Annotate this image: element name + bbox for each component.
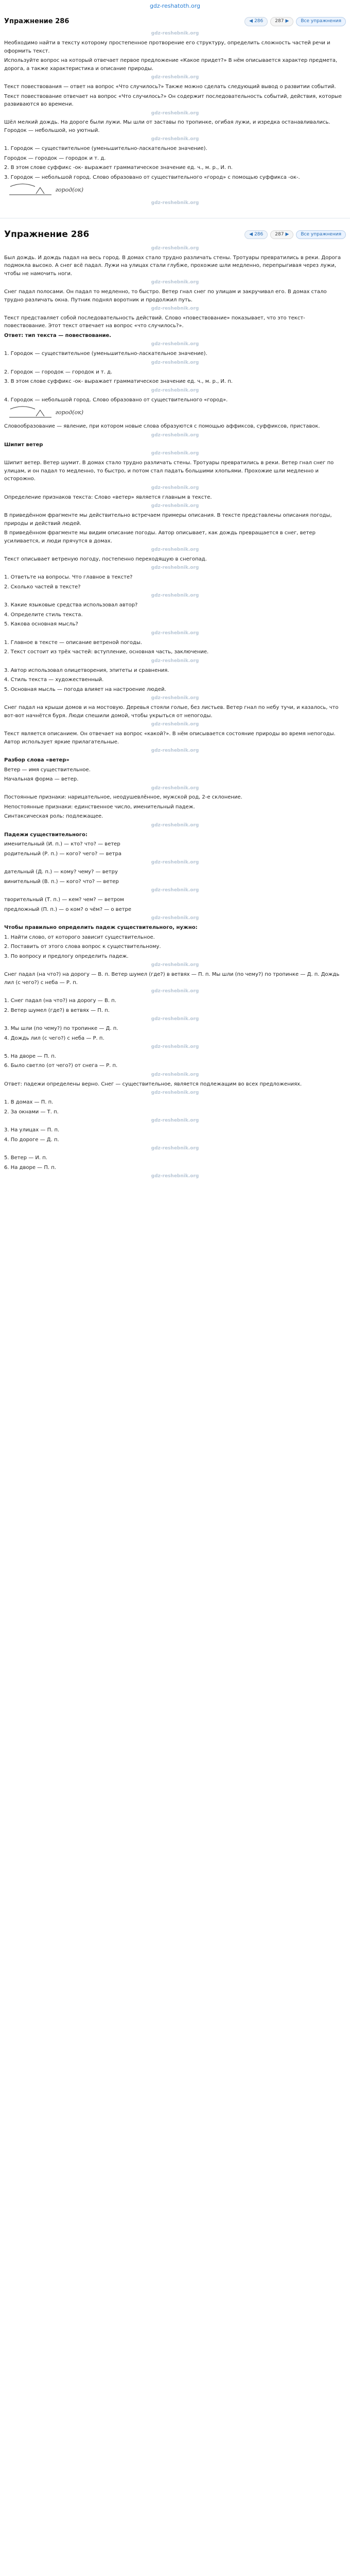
list-item: Городок — городок — городок и т. д. (4, 155, 106, 161)
watermark: gdz-reshebnik.org (151, 785, 199, 791)
watermark: gdz-reshebnik.org (151, 1090, 199, 1096)
parse-title: Разбор слова «ветер» (4, 757, 69, 764)
answer-line: 4. Стиль текста — художественный. (4, 677, 104, 683)
tail-item: 4. По дороге — Д. п. (4, 1137, 59, 1143)
watermark: gdz-reshebnik.org (151, 658, 199, 664)
morpheme-scheme (7, 406, 346, 419)
text-line: Используйте вопрос на который отвечает первое предложение «Какое придет?» В нём описывается характер предмета, дорога, а также характеристика и описание природы. (4, 58, 338, 72)
case-line: именительный (И. п.) — кто? что? — ветер (4, 841, 120, 848)
question-line: 1. Ответьте на вопросы. Что главное в тексте? (4, 574, 133, 581)
watermark: gdz-reshebnik.org (151, 962, 199, 968)
watermark: gdz-reshebnik.org (151, 451, 199, 456)
watermark: gdz-reshebnik.org (151, 1118, 199, 1124)
watermark: gdz-reshebnik.org (151, 1016, 199, 1022)
watermark: gdz-reshebnik.org (151, 200, 199, 206)
text-line: Текст повествование отвечает на вопрос «Что случилось?» Он содержит последовательность событий, действия, которые развиваются во времени. (4, 93, 342, 108)
watermark: gdz-reshebnik.org (151, 503, 199, 509)
prev-exercise-button[interactable] (244, 230, 268, 240)
watermark: gdz-reshebnik.org (151, 1072, 199, 1077)
prev-exercise-button[interactable] (244, 17, 268, 26)
watermark: gdz-reshebnik.org (151, 280, 199, 285)
paragraph: Снег падал на крыши домов и на мостовую. Деревья стояли голые, без листьев. Ветер гнал по небу тучи, и казалось, что вот-вот начнётся буря. Люди спешили домой, чтобы укрыться от непогоды. (4, 705, 339, 719)
list-item: 3. В этом слове суффикс -ок- выражает грамматическое значение ед. ч., м. р., И. п. (4, 379, 233, 385)
all-exercises-button[interactable]: Все упражнения (296, 230, 346, 240)
final-line: 3. Мы шли (по чему?) по тропинке — Д. п. (4, 1026, 118, 1032)
chevron-left-icon: ◀ (249, 231, 253, 237)
watermark: gdz-reshebnik.org (151, 31, 199, 37)
prev-exercise-label: 286 (254, 231, 264, 237)
final-line: 4. Дождь лил (с чего?) с неба — Р. п. (4, 1035, 104, 1041)
example-title: Шипит ветер (4, 442, 43, 448)
watermark: gdz-reshebnik.org (151, 916, 199, 921)
watermark: gdz-reshebnik.org (151, 822, 199, 828)
site-url[interactable]: gdz-reshatoth.org (149, 3, 201, 9)
watermark: gdz-reshebnik.org (151, 342, 199, 347)
answer-line: Ответ: тип текста — повествование. (4, 332, 112, 338)
parse-line: Непостоянные признаки: единственное число, именительный падеж. (4, 804, 195, 810)
next-exercise-label: 287 (275, 231, 284, 237)
list-item: 4. Городок — небольшой город. Слово образовано от существительного «город». (4, 397, 228, 403)
section-2-header (4, 226, 346, 243)
watermark: gdz-reshebnik.org (151, 75, 199, 80)
main-paragraph: Шёл мелкий дождь. На дороге были лужи. Мы шли от заставы по тропинке, огибая лужи, и изредка останавливались. Городок — небольшой, но уютный. (4, 120, 330, 133)
morpheme-diagram (7, 183, 54, 197)
exercise-section-2 (0, 223, 350, 1189)
case-line: предложный (П. п.) — о ком? о чём? — о ветре (4, 906, 132, 912)
scheme-word: город(ок) (55, 409, 84, 416)
watermark: gdz-reshebnik.org (151, 547, 199, 553)
rule-line: 3. По вопросу и предлогу определить падеж. (4, 953, 129, 959)
text-line: Необходимо найти в тексту которому простепенное протворение его структуру, определить сложность частей речи и оформить текст. (4, 40, 330, 54)
text-line: Текст повествования — ответ на вопрос «Что случилось?» Также можно сделать следующий вывод о развитии событий. (4, 84, 336, 90)
watermark: gdz-reshebnik.org (151, 1174, 199, 1179)
watermark: gdz-reshebnik.org (151, 137, 199, 142)
list-item: 1. Городок — существительное (уменьшительно-ласкательное значение). (4, 351, 207, 357)
watermark: gdz-reshebnik.org (151, 110, 199, 116)
final-line: 6. Было светло (от чего?) от снега — Р. п. (4, 1063, 118, 1069)
list-item: 2. Городок — городок — городок и т. д. (4, 369, 113, 375)
watermark: gdz-reshebnik.org (151, 432, 199, 438)
answer-line: 1. Главное в тексте — описание ветреной погоды. (4, 639, 143, 646)
list-item: 1. Городок — существительное (уменьшительно-ласкательное значение). (4, 146, 207, 152)
watermark: gdz-reshebnik.org (151, 593, 199, 599)
watermark: gdz-reshebnik.org (151, 630, 199, 636)
watermark: gdz-reshebnik.org (151, 722, 199, 727)
list-item: 2. В этом слове суффикс -ок- выражает грамматическое значение ед. ч., м. р., И. п. (4, 165, 233, 171)
scheme-word: город(ок) (55, 187, 84, 194)
tail-item: 5. Ветер — И. п. (4, 1155, 47, 1161)
question-line: 2. Сколько частей в тексте? (4, 584, 81, 590)
rule-line: 1. Найти слово, от которого зависит существительное. (4, 934, 155, 940)
analysis-line: В приведённом фрагменте мы видим описание погоды. Автор описывает, как дождь превращается в снег, ветер усиливается, и люди прячутся в домах. (4, 530, 316, 544)
watermark: gdz-reshebnik.org (151, 306, 199, 312)
watermark: gdz-reshebnik.org (151, 860, 199, 866)
tail-item: 3. На улицах — П. п. (4, 1127, 60, 1133)
final-line: 2. Ветер шумел (где?) в ветвях — П. п. (4, 1007, 110, 1013)
parse-line: Начальная форма — ветер. (4, 776, 79, 783)
watermark: gdz-reshebnik.org (151, 387, 199, 393)
rule-line: 2. Поставить от этого слова вопрос к существительному. (4, 944, 161, 950)
paragraph: Снег падал (на что?) на дорогу — В. п. Ветер шумел (где?) в ветвях — П. п. Мы шли (по чему?) по тропинке — Д. п. Дождь лил (с чего?) с неба — Р. п. (4, 972, 340, 986)
tail-item: 2. За окнами — Т. п. (4, 1109, 59, 1115)
section-title: Упражнение 286 (4, 229, 90, 240)
watermark: gdz-reshebnik.org (151, 245, 199, 251)
analysis-line: Определение признаков текста: Слово «ветер» является главным в тексте. (4, 494, 212, 500)
analysis-line: Текст описывает ветреную погоду, постепенно переходящую в снегопад. (4, 556, 207, 562)
parse-line: Постоянные признаки: нарицательное, неодушевлённое, мужской род, 2-е склонение. (4, 794, 242, 801)
next-exercise-button[interactable] (270, 230, 293, 240)
exercise-nav (244, 17, 346, 26)
chevron-right-icon: ▶ (285, 231, 289, 237)
question-line: 3. Какие языковые средства использовал автор? (4, 602, 138, 608)
paragraph: Текст является описанием. Он отвечает на вопрос «какой?». В нём описывается состояние природы во время непогоды. Автор использует яркие прилагательные. (4, 731, 336, 745)
parse-line: Синтаксическая роль: подлежащее. (4, 814, 103, 820)
morpheme-scheme (7, 183, 346, 197)
watermark: gdz-reshebnik.org (151, 565, 199, 571)
chevron-right-icon: ▶ (285, 19, 289, 24)
all-exercises-button[interactable]: Все упражнения (296, 17, 346, 26)
chevron-left-icon: ◀ (249, 19, 253, 24)
question-line: 4. Определите стиль текста. (4, 612, 83, 618)
case-line: родительный (Р. п.) — кого? чего? — ветра (4, 851, 121, 857)
paragraph: Текст представляет собой последовательность действий. Слово «повествование» показывает, что это текст-повествование. Этот текст отвечает на вопрос «что случилось?». (4, 315, 305, 329)
prev-exercise-label: 286 (254, 19, 264, 24)
watermark: gdz-reshebnik.org (151, 748, 199, 754)
case-line: дательный (Д. п.) — кому? чему? — ветру (4, 869, 118, 875)
tail-item: 6. На дворе — П. п. (4, 1164, 56, 1171)
next-exercise-button[interactable] (270, 17, 293, 26)
exercise-section-1 (0, 11, 350, 216)
paragraph: Был дождь. И дождь падал на весь город. В домах стало трудно различать стены. Тротуары превратились в реки. Дорога подмокла высоко. А снег всё падал. Лужи на улицах стали глубже, прохожие шли медленно, перепрыгивая через лужи, чтобы не намочить ноги. (4, 255, 341, 277)
watermark: gdz-reshebnik.org (151, 696, 199, 701)
page-title: Упражнение 286 (4, 18, 69, 25)
answer-line: 5. Основная мысль — погода влияет на настроение людей. (4, 686, 166, 692)
watermark: gdz-reshebnik.org (151, 485, 199, 490)
case-line: винительный (В. п.) — кого? что? — ветер (4, 878, 119, 885)
answer-line: 3. Автор использовал олицетворения, эпитеты и сравнения. (4, 667, 169, 673)
paragraph: Снег падал полосами. Он падал то медленно, то быстро. Ветер гнал снег по улицам и закручивал его. В домах стало трудно различать окна. Путник поднял воротник и продолжил путь. (4, 289, 327, 303)
section-1-header (4, 14, 346, 29)
watermark: gdz-reshebnik.org (151, 1146, 199, 1151)
rule-title: Чтобы правильно определить падеж существительного, нужно: (4, 925, 198, 931)
answer-line: 2. Текст состоит из трёх частей: вступление, основная часть, заключение. (4, 649, 209, 655)
list-item: 3. Городок — небольшой город. Слово образовано от существительного «город» с помощью суффикса -ок-. (4, 174, 300, 180)
paragraph: Ответ: падежи определены верно. Снег — существительное, является подлежащим во всех предложениях. (4, 1081, 302, 1087)
watermark: gdz-reshebnik.org (151, 989, 199, 994)
watermark: gdz-reshebnik.org (151, 360, 199, 365)
watermark: gdz-reshebnik.org (151, 888, 199, 893)
case-line: творительный (Т. п.) — кем? чем? — ветром (4, 897, 124, 903)
cases-title: Падежи существительного: (4, 832, 87, 838)
parse-line: Ветер — имя существительное. (4, 767, 91, 773)
example-text: Шипит ветер. Ветер шумит. В домах стало трудно различать стены. Тротуары превратились в реки. Ветер гнал снег по улицам, и он падал то медленно, то быстро, и потом стал падать большими хлопьями. Прохожие шли медленно и осторожно. (4, 460, 334, 482)
watermark: gdz-reshebnik.org (151, 1044, 199, 1050)
question-line: 5. Какова основная мысль? (4, 621, 78, 628)
conclusion: Словообразование — явление, при котором новые слова образуются с помощью аффиксов, суффиксов, приставок. (4, 423, 320, 430)
exercise-nav (244, 230, 346, 240)
next-exercise-label: 287 (275, 19, 284, 24)
analysis-line: В приведённом фрагменте мы действительно встречаем примеры описания. В тексте представлены описания погоды, природы и действий людей. (4, 513, 332, 527)
final-line: 5. На дворе — П. п. (4, 1053, 56, 1059)
tail-item: 1. В домах — П. п. (4, 1099, 54, 1106)
morpheme-diagram (7, 406, 54, 419)
final-line: 1. Снег падал (на что?) на дорогу — В. п. (4, 998, 116, 1004)
